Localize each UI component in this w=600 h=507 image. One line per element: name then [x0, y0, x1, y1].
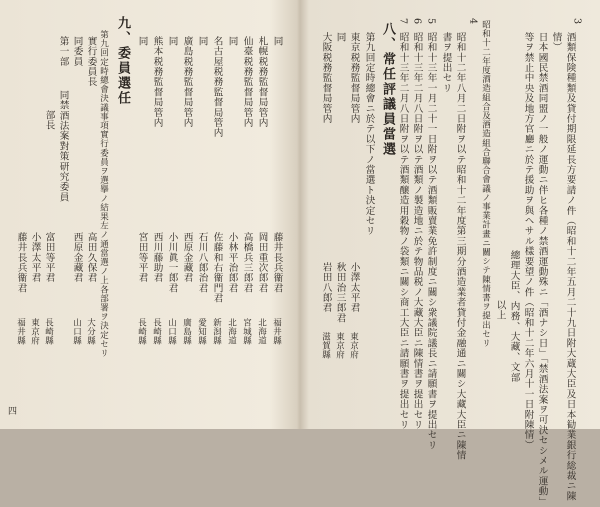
- item4-line-2: 書ヲ提出セリ: [440, 32, 452, 94]
- item3-line-1: 酒類保険種類及貸付期限延長方要請ノ件（昭和十二年五月二十九日附大蔵大臣及日本勧業銀行総裁ニ陳: [564, 32, 576, 502]
- section8-office-3: 大阪税務監督局管内: [320, 32, 332, 124]
- member-office-6: 同: [196, 36, 208, 47]
- committee-name-1: 高田久保君: [85, 232, 97, 283]
- member-office-3: 仙臺税務監督局管内: [241, 36, 253, 128]
- item3-number: 3: [571, 18, 583, 25]
- member-region-10: 長崎縣: [136, 318, 147, 346]
- committee-office-4: 同禁酒法案對策研究委員: [57, 90, 69, 203]
- member-region-8: 山口縣: [166, 318, 177, 346]
- section8-title: 八、常任評議員當選: [380, 22, 395, 157]
- member-name-4: 小林平治郎君: [226, 232, 238, 294]
- item5-number: 5: [425, 18, 437, 25]
- section9-intro: 第九回定時總會決議事項實行委員ヲ選擧ノ結果左ノ通當選ノ上各部署ヲ決定セリ: [98, 30, 109, 358]
- member-office-2: 札幌税務監督局管内: [256, 36, 268, 128]
- member-region-3: 宮城縣: [241, 318, 252, 346]
- member-region-9: 長崎縣: [151, 318, 162, 346]
- member-region-6: 愛知縣: [196, 318, 207, 346]
- member-office-7: 廣島税務監督局管内: [181, 36, 193, 128]
- item3-line-3: 日本國民禁酒同盟ノ一般ノ運動ニ伴ヒ各種ノ禁酒運動殊ニ「酒ナシ日」「禁酒法案ヲ可決セシメル運動」: [536, 32, 548, 507]
- section9-title: 九、委員選任: [115, 16, 130, 106]
- member-name-9: 西川藤助君: [151, 232, 163, 283]
- section8-office-2: 同: [334, 32, 346, 43]
- item4-number: 4: [467, 18, 479, 25]
- member-name-5: 佐藤和右衞門君: [211, 232, 223, 304]
- section8-region-1: 東京府: [348, 332, 359, 360]
- member-name-6: 石川八郎治君: [196, 232, 208, 294]
- member-name-1: 藤井長兵衞君: [271, 232, 283, 294]
- item7-line: 昭和十三年二月八日附ヲ以テ酒類醸造用穀物ノ袋類ニ關シ商工大臣ニ請願書ヲ提出セリ: [397, 32, 409, 430]
- committee-name-2: 西原金藏君: [71, 232, 83, 283]
- member-office-10: 同: [136, 36, 148, 47]
- section8-name-2: 秋田治三郎君: [334, 262, 346, 324]
- item4-line-1: 昭和十二年八月二日附ヲ以テ昭和十二年度第三期分酒造業者貸付金融通ニ關シ大藏大臣ニ陳情: [454, 32, 466, 461]
- item3-line-5: 總理大臣、内務、大藏、文部: [508, 250, 520, 383]
- committee-name-6: 小澤太平君: [29, 232, 41, 283]
- member-office-8: 同: [166, 36, 178, 47]
- committee-office-3: 第一部: [57, 36, 69, 67]
- member-office-9: 熊本税務監督局管内: [151, 36, 163, 128]
- committee-office-1: 實行委員長: [85, 36, 97, 87]
- member-region-2: 北海道: [256, 318, 267, 346]
- item3-line-7: 昭和十二年度酒造組合及酒造組合聯合會議ノ事業計畫ニ關シテ陳情書ヲ提出セリ: [480, 20, 491, 348]
- member-office-5: 名古屋税務監督局管内: [211, 36, 223, 138]
- committee-region-2: 山口縣: [71, 318, 82, 346]
- section8-region-2: 東京府: [334, 332, 345, 360]
- committee-office-2: 同委員: [71, 36, 83, 67]
- member-region-1: 福井縣: [271, 318, 282, 346]
- committee-region-5: 長崎縣: [43, 318, 54, 346]
- section8-office-1: 東京税務監督局管内: [348, 32, 360, 124]
- item6-number: 6: [411, 18, 423, 25]
- committee-region-7: 福井縣: [15, 318, 26, 346]
- item3-line-6: 以上: [494, 300, 506, 321]
- page-number: 四: [8, 407, 18, 417]
- member-region-5: 新潟縣: [211, 318, 222, 346]
- committee-region-1: 大分縣: [85, 318, 96, 346]
- member-name-10: 宮田等平君: [136, 232, 148, 283]
- member-office-1: 同: [271, 36, 283, 47]
- member-name-8: 小川眞一郎君: [166, 232, 178, 294]
- member-name-7: 西原金藏君: [181, 232, 193, 283]
- item7-number: 7: [397, 18, 409, 25]
- member-region-4: 北海道: [226, 318, 237, 346]
- member-name-3: 高橋兵三郎君: [241, 232, 253, 294]
- section8-name-3: 岩田八郎君: [320, 262, 332, 313]
- item6-line: 昭和十三年二月八日附ヲ以テ酒類ノ製造地ニ於テ物品税ノ大藏大臣ニ陳情書ヲ提出セリ: [411, 32, 423, 430]
- item5-line: 昭和十三年一月二十一日附ヲ以テ酒類販賣業免許制度ニ關シ衆議院議長ニ請願書ヲ提出セリ: [425, 32, 437, 451]
- section8-intro: 第九回定時總會ニ於テ以下ノ當選ト決定セリ: [363, 32, 375, 236]
- committee-region-6: 東京府: [29, 318, 40, 346]
- item3-line-4: 等ヲ禁止中央及地方官廳ニ於テ援助ヲ與ヘサル樣要望ノ件（昭和十二年六月十一日附陳情）: [522, 32, 534, 451]
- committee-name-5: 富田等平君: [43, 232, 55, 283]
- committee-office-5: 部長: [43, 110, 55, 131]
- member-name-2: 岡田重次郎君: [256, 232, 268, 294]
- item3-line-2: 情）: [550, 32, 562, 53]
- member-office-4: 同: [226, 36, 238, 47]
- committee-name-7: 藤井長兵衞君: [15, 232, 27, 294]
- section8-region-3: 滋賀縣: [320, 332, 331, 360]
- member-region-7: 廣島縣: [181, 318, 192, 346]
- section8-name-1: 小澤太平君: [348, 262, 360, 313]
